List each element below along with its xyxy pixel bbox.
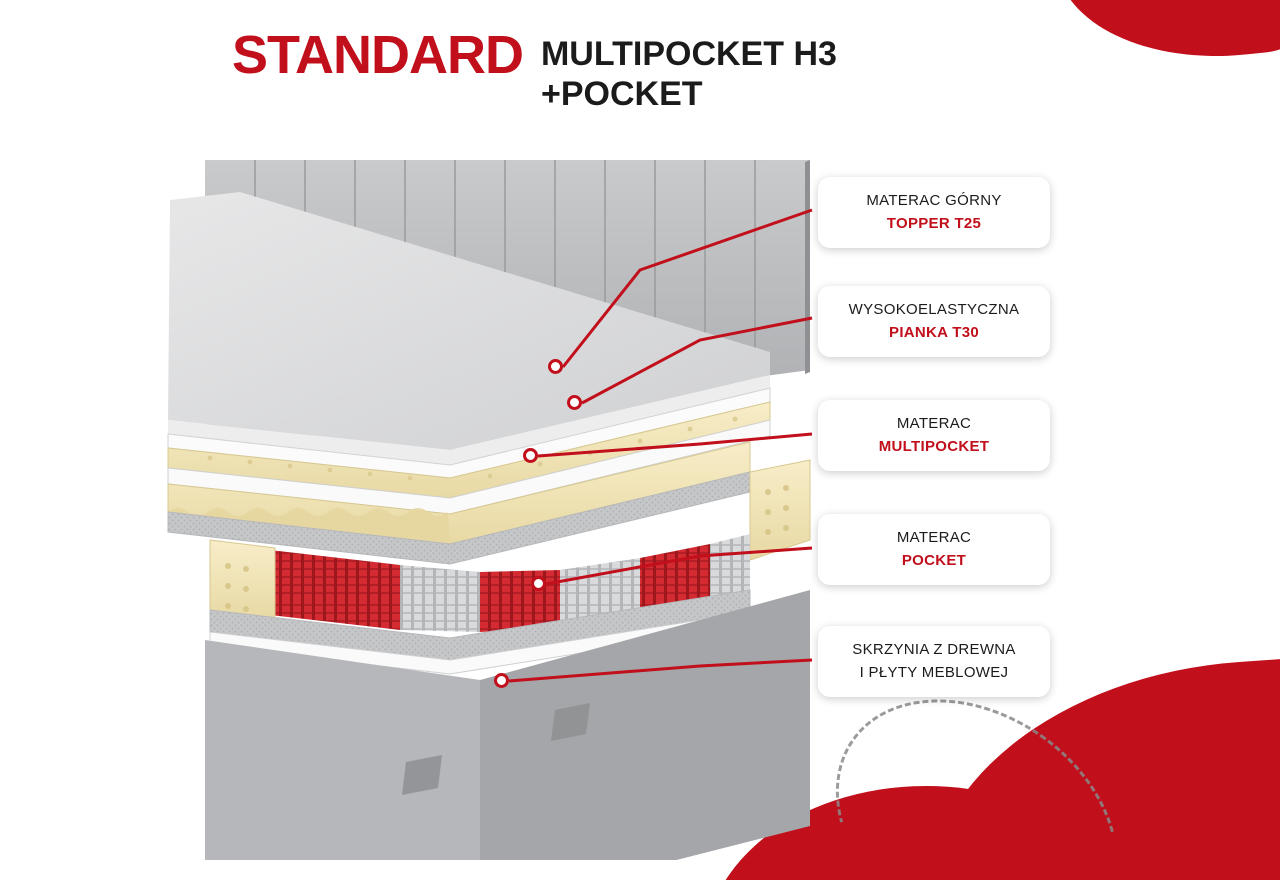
- title-sub: MULTIPOCKET H3 +POCKET: [540, 35, 837, 113]
- callout-dot-multipocket: [523, 448, 538, 463]
- callout-dot-box: [494, 673, 509, 688]
- callout-multipocket-line2: MULTIPOCKET: [878, 438, 990, 455]
- callout-topper: [818, 177, 1050, 248]
- bed-illustration: [150, 120, 850, 860]
- callout-box-line2: I PŁYTY MEBLOWEJ: [859, 664, 1009, 681]
- callout-topper-line2: TOPPER T25: [886, 215, 982, 232]
- callout-multipocket: [818, 400, 1050, 471]
- decorative-corner-top-right: [1054, 0, 1280, 73]
- callout-dot-topper: [548, 359, 563, 374]
- callout-box: [818, 626, 1050, 697]
- callout-foam: [818, 286, 1050, 357]
- callout-box-line1: SKRZYNIA Z DREWNA: [852, 641, 1016, 658]
- callout-dot-pocket: [531, 576, 546, 591]
- callout-pocket-line2: POCKET: [901, 552, 967, 569]
- title-main: STANDARD: [232, 25, 523, 85]
- callout-dot-foam: [567, 395, 582, 410]
- callout-topper-line1: MATERAC GÓRNY: [866, 192, 1002, 209]
- callout-foam-line1: WYSOKOELASTYCZNA: [848, 301, 1020, 318]
- callout-foam-line2: PIANKA T30: [889, 324, 979, 341]
- callout-multipocket-line1: MATERAC: [896, 415, 972, 432]
- callout-pocket: [818, 514, 1050, 585]
- page-title: [232, 26, 941, 114]
- callout-pocket-line1: MATERAC: [896, 529, 972, 546]
